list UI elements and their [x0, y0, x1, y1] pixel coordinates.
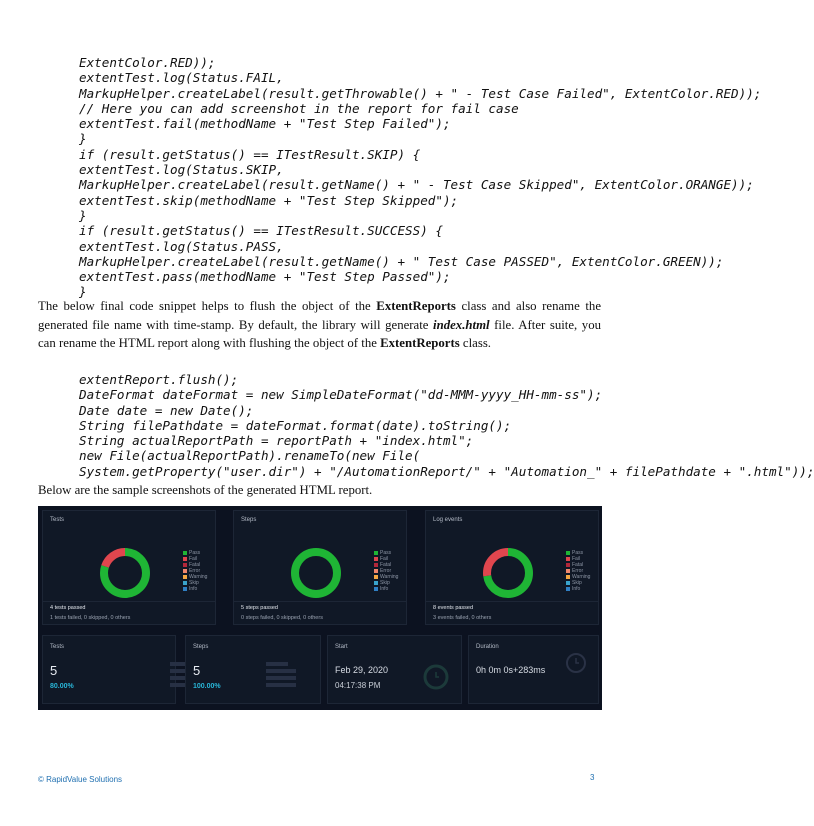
code-line: MarkupHelper.createLabel(result.getThrowable() + " - Test Case Failed", ExtentColor.RED)); [79, 85, 762, 101]
code-line: } [79, 131, 87, 147]
legend-label: Warning [380, 574, 399, 580]
summary-passed-text: 8 events passed [433, 605, 474, 611]
code-snippet-results [79, 55, 762, 300]
legend-label: Info [380, 586, 389, 592]
legend-label: Skip [189, 580, 199, 586]
start-stat-title: Start [335, 644, 348, 650]
legend-swatch [566, 575, 570, 579]
code-line: extentTest.fail(methodName + "Test Step Failed"); [79, 116, 451, 132]
legend-swatch [374, 569, 378, 573]
html-report-screenshot [38, 506, 602, 710]
legend-swatch [566, 563, 570, 567]
legend-swatch [374, 563, 378, 567]
legend-swatch [566, 569, 570, 573]
legend-label: Pass [572, 550, 584, 556]
code-line: String filePathdate = dateFormat.format(date).toString(); [79, 417, 512, 433]
paragraph-screenshots-intro: Below are the sample screenshots of the generated HTML report. [38, 483, 373, 497]
code-line: Date date = new Date(); [79, 402, 254, 418]
code-line: } [79, 207, 87, 223]
legend-swatch [183, 563, 187, 567]
summary-failed-text: 0 steps failed, 0 skipped, 0 others [241, 615, 323, 621]
legend-label: Fatal [572, 562, 584, 568]
code-line: extentReport.flush(); [79, 372, 239, 387]
legend-swatch [374, 551, 378, 555]
legend-label: Warning [189, 574, 208, 580]
status-legend [183, 550, 207, 592]
steps-stat-card [185, 635, 321, 704]
start-stat-card [327, 635, 462, 704]
legend-swatch [183, 551, 187, 555]
legend-label: Fail [380, 556, 389, 562]
summary-card [233, 510, 407, 625]
code-line: extentTest.log(Status.PASS, [79, 238, 284, 254]
legend-label: Warning [572, 574, 591, 580]
legend-swatch [183, 587, 187, 591]
code-line: String actualReportPath = reportPath + "index.html"; [79, 433, 474, 449]
legend-item [566, 586, 590, 592]
code-line: // Here you can add screenshot in the report for fail case [79, 100, 519, 116]
code-line: if (result.getStatus() == ITestResult.SKIP) { [79, 146, 421, 162]
donut-pass-arc [295, 552, 337, 594]
legend-swatch [566, 551, 570, 555]
legend-swatch [566, 587, 570, 591]
legend-label: Fail [572, 556, 581, 562]
legend-label: Fatal [189, 562, 201, 568]
steps-stat-title: Steps [193, 644, 209, 650]
legend-label: Error [572, 568, 584, 574]
start-stat-date: Feb 29, 2020 [335, 665, 389, 675]
summary-card [42, 510, 216, 625]
legend-swatch [374, 557, 378, 561]
tests-stat-percent: 80.00% [50, 683, 74, 690]
tests-stat-value: 5 [50, 663, 58, 678]
code-line: System.getProperty("user.dir") + "/AutomationReport/" + "Automation_" + filePathdate + ".html")); [79, 463, 814, 479]
summary-card [425, 510, 599, 625]
code-line: MarkupHelper.createLabel(result.getName() + " - Test Case Skipped", ExtentColor.ORANGE)); [79, 177, 754, 193]
stopwatch-icon [564, 651, 588, 675]
code-snippet-flush [79, 372, 814, 479]
status-donut-chart [481, 546, 535, 600]
card-divider [43, 601, 215, 602]
summary-card-title: Tests [50, 517, 65, 523]
footer-company: © RapidValue Solutions [38, 775, 123, 784]
legend-label: Fatal [380, 562, 392, 568]
duration-stat-value: 0h 0m 0s+283ms [476, 665, 546, 675]
legend-label: Info [572, 586, 581, 592]
code-line: extentTest.log(Status.SKIP, [79, 162, 284, 178]
code-line: extentTest.pass(methodName + "Test Step Passed"); [79, 269, 451, 285]
legend-swatch [374, 575, 378, 579]
bars-placeholder [266, 662, 296, 690]
steps-stat-value: 5 [193, 663, 201, 678]
summary-passed-text: 4 tests passed [50, 605, 86, 611]
summary-card-title: Log events [433, 517, 463, 523]
legend-label: Error [380, 568, 392, 574]
legend-swatch [183, 581, 187, 585]
status-legend [374, 550, 398, 592]
legend-swatch [374, 587, 378, 591]
duration-stat-title: Duration [476, 644, 499, 650]
legend-swatch [374, 581, 378, 585]
legend-swatch [183, 569, 187, 573]
code-line: if (result.getStatus() == ITestResult.SUCCESS) { [79, 223, 443, 239]
code-line: ExtentColor.RED)); [79, 55, 216, 70]
duration-stat-card [468, 635, 599, 704]
start-stat-time: 04:17:38 PM [335, 681, 381, 690]
legend-label: Error [189, 568, 201, 574]
legend-label: Pass [380, 550, 392, 556]
steps-stat-percent: 100.00% [193, 683, 221, 690]
status-legend [566, 550, 590, 592]
legend-item [374, 586, 398, 592]
card-divider [234, 601, 406, 602]
summary-card-title: Steps [241, 517, 257, 523]
tests-stat-title: Tests [50, 644, 65, 650]
summary-failed-text: 3 events failed, 0 others [433, 615, 492, 621]
code-line: } [79, 284, 87, 300]
clock-icon [423, 664, 449, 690]
legend-item [183, 586, 207, 592]
legend-swatch [566, 581, 570, 585]
legend-swatch [183, 575, 187, 579]
legend-label: Info [189, 586, 198, 592]
summary-failed-text: 1 tests failed, 0 skipped, 0 others [50, 615, 131, 621]
code-line: MarkupHelper.createLabel(result.getName() + " Test Case PASSED", ExtentColor.GREEN)); [79, 253, 724, 269]
card-divider [426, 601, 598, 602]
legend-label: Fail [189, 556, 198, 562]
code-line: extentTest.skip(methodName + "Test Step Skipped"); [79, 192, 459, 208]
legend-label: Skip [380, 580, 390, 586]
summary-passed-text: 5 steps passed [241, 605, 278, 611]
status-donut-chart [98, 546, 152, 600]
code-line: DateFormat dateFormat = new SimpleDateFormat("dd-MMM-yyyy_HH-mm-ss"); [79, 387, 603, 403]
footer-page-number: 3 [590, 773, 595, 782]
status-donut-chart [289, 546, 343, 600]
legend-swatch [566, 557, 570, 561]
code-line: extentTest.log(Status.FAIL, [79, 70, 284, 86]
tests-stat-card [42, 635, 176, 704]
paragraph-flush-description: The below final code snippet helps to flush the object of the ExtentReports class and also rename the generated file name with time-stamp. By default, the library will generate index.html file. After suite, you can rename the HTML report along with flushing the object of the ExtentReports class. [38, 299, 602, 350]
legend-swatch [183, 557, 187, 561]
legend-label: Skip [572, 580, 582, 586]
legend-label: Pass [189, 550, 201, 556]
code-line: new File(actualReportPath).renameTo(new File( [79, 448, 421, 464]
